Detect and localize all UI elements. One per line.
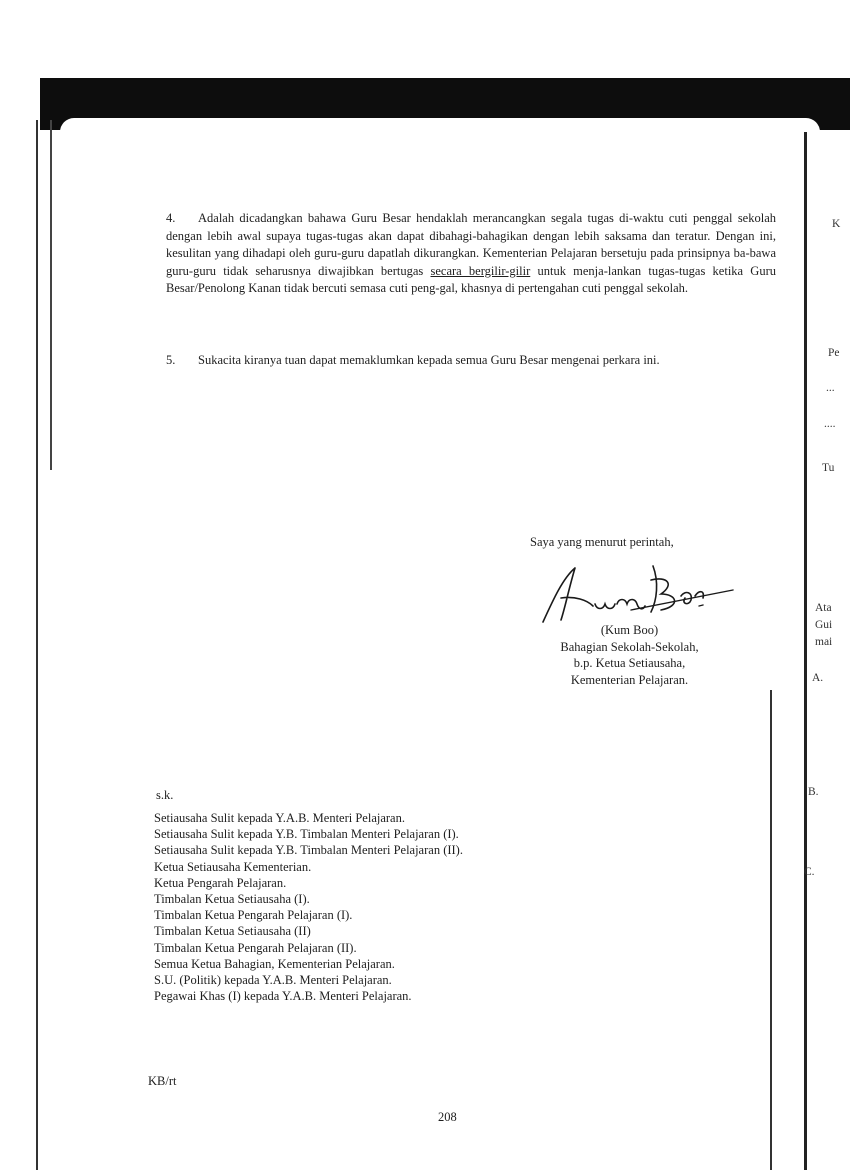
binding-edge bbox=[36, 120, 68, 1170]
signoff-line: Saya yang menurut perintah, bbox=[530, 535, 674, 549]
reference-code: KB/rt bbox=[148, 1074, 177, 1088]
next-page-fragment: A. bbox=[812, 672, 824, 684]
cc-list bbox=[154, 810, 463, 1004]
cc-item: Setiausaha Sulit kepada Y.B. Timbalan Menteri Pelajaran (II). bbox=[154, 843, 463, 858]
cc-item: Timbalan Ketua Setiausaha (II) bbox=[154, 924, 311, 939]
paragraph-text-part: untuk menja-lankan tugas-tugas ketika Guru Besar/Penolong Kanan tidak bercuti semasa cuti peng-gal, khasnya di pertengahan cuti penggal sekolah. bbox=[166, 263, 776, 295]
paragraph-number: 5. bbox=[166, 353, 176, 367]
paragraph-text: Sukacita kiranya tuan dapat memaklumkan kepada semua Guru Besar mengenai perkara ini. bbox=[198, 353, 660, 367]
paragraph-5 bbox=[166, 352, 776, 370]
next-page-fragment: Pe bbox=[828, 347, 840, 359]
cc-item: Timbalan Ketua Pengarah Pelajaran (II). bbox=[154, 940, 357, 955]
next-page-fragment: ... bbox=[826, 382, 835, 394]
cc-item: S.U. (Politik) kepada Y.A.B. Menteri Pelajaran. bbox=[154, 973, 392, 988]
signatory-division: Bahagian Sekolah-Sekolah, bbox=[560, 639, 699, 654]
next-page-fragment: Gui bbox=[815, 619, 833, 631]
next-page-fragment: Ata bbox=[815, 602, 832, 614]
next-page-fragment: mai bbox=[815, 636, 833, 648]
underlined-phrase: secara bergilir-gilir bbox=[430, 263, 531, 278]
paragraph-number: 4. bbox=[166, 211, 176, 225]
next-page-fragment: Tu bbox=[822, 462, 835, 474]
cc-item: Setiausaha Sulit kepada Y.B. Timbalan Menteri Pelajaran (I). bbox=[154, 827, 459, 842]
signatory-ministry: Kementerian Pelajaran. bbox=[570, 672, 689, 687]
next-page-fragment: K bbox=[832, 218, 841, 230]
page-fold-line-lower bbox=[770, 690, 772, 1170]
cc-item: Ketua Pengarah Pelajaran. bbox=[154, 875, 287, 890]
next-page-fragment: C. bbox=[804, 866, 815, 878]
signatory-name: (Kum Boo) bbox=[600, 623, 659, 637]
cc-item: Semua Ketua Bahagian, Kementerian Pelajaran. bbox=[154, 956, 395, 971]
paragraph-text-part: Adalah dicadangkan bahawa Guru Besar hendaklah merancangkan segala tugas di-waktu cuti penggal sekolah dengan lebih awal supaya tugas-tugas akan dapat dibahagi-bahagikan dengan lebih saksama dan teratur. Dengan ini, kesulitan yang dihadapi oleh guru-guru dapatlah dikurangkan. Kementerian Pelajaran bersetuju pada prinsipnya ba-bawa guru-guru tidak seharusnya diwajibkan bertugas bbox=[166, 211, 776, 278]
cc-item: Pegawai Khas (I) kepada Y.A.B. Menteri Pelajaran. bbox=[154, 989, 412, 1004]
signature-block bbox=[532, 622, 727, 688]
cc-item: Ketua Setiausaha Kementerian. bbox=[154, 859, 312, 874]
page-number: 208 bbox=[438, 1110, 457, 1124]
page-top-curve bbox=[60, 118, 820, 142]
sk-label: s.k. bbox=[156, 788, 174, 802]
next-page-fragment: B. bbox=[808, 786, 819, 798]
cc-item: Timbalan Ketua Setiausaha (I). bbox=[154, 892, 310, 907]
cc-item: Setiausaha Sulit kepada Y.A.B. Menteri Pelajaran. bbox=[154, 811, 405, 825]
signatory-on-behalf: b.p. Ketua Setiausaha, bbox=[573, 656, 686, 670]
cc-item: Timbalan Ketua Pengarah Pelajaran (I). bbox=[154, 908, 353, 923]
paragraph-4 bbox=[166, 210, 776, 298]
page-fold-line bbox=[804, 132, 807, 1170]
next-page-fragment: .... bbox=[824, 418, 836, 430]
